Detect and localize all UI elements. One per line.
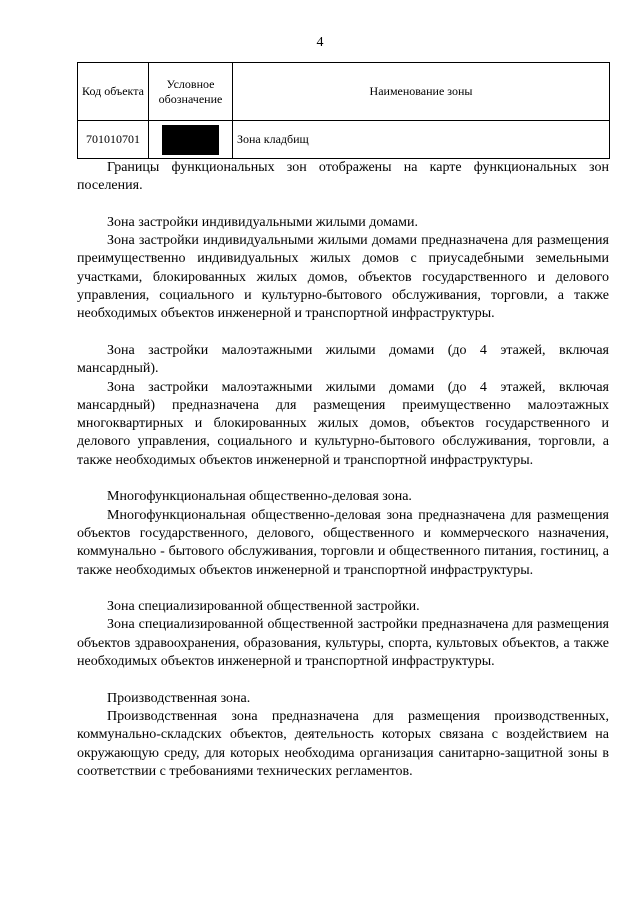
zone-code: 701010701 xyxy=(78,121,149,159)
table-header-row xyxy=(78,63,610,121)
section-heading: Зона специализированной общественной застройки. xyxy=(107,599,420,615)
page-number: 4 xyxy=(316,35,324,50)
section-paragraph: Зона застройки малоэтажными жилыми домами (до 4 этажей, включая мансардный) предназначена для размещения преимущественно малоэтажных многоквартирных и блокированных жилых домов, объектов государственного и делового управления, социального и культурно-бытового обслуживания, торговли, а также необходимых объектов инженерной и транспортной инфраструктуры. xyxy=(77,379,609,468)
zone-color-swatch xyxy=(162,125,219,155)
header-symbol: Условное обозначение xyxy=(149,63,233,121)
zone-symbol-cell xyxy=(149,121,233,159)
header-code: Код объекта xyxy=(78,63,149,121)
section-paragraph: Зона застройки индивидуальными жилыми домами предназначена для размещения преимущественно индивидуальных жилых домов с приусадебными земельными участками, блокированных жилых домов, объектов государственного и делового управления, социального и культурно-бытового обслуживания, торговли, а также необходимых объектов инженерной и транспортной инфраструктуры. xyxy=(77,233,609,322)
table-row xyxy=(78,121,610,159)
document-body xyxy=(77,159,609,781)
intro-paragraph: Границы функциональных зон отображены на карте функциональных зон поселения. xyxy=(77,160,609,194)
header-zone-name: Наименование зоны xyxy=(233,63,610,121)
section-paragraph: Многофункциональная общественно-деловая зона предназначена для размещения объектов государственного, делового, общественного и коммерческого назначения, коммунально - бытового обслуживания, торговли и общественного питания, гостиниц, а также необходимых объектов инженерной и транспортной инфраструктуры. xyxy=(77,507,609,578)
section-paragraph: Производственная зона предназначена для размещения производственных, коммунально-складских объектов, деятельность которых связана с воздействием на окружающую среду, для которых необходима организация санитарно-защитной зоны в соответствии с требованиями технических регламентов. xyxy=(77,708,609,779)
section-paragraph: Зона специализированной общественной застройки предназначена для размещения объектов здравоохранения, образования, культуры, спорта, культовых объектов, а также необходимых объектов инженерной и транспортной инфраструктуры. xyxy=(77,617,609,670)
section-heading: Производственная зона. xyxy=(107,690,251,706)
section-heading: Зона застройки индивидуальными жилыми домами. xyxy=(107,214,418,230)
zone-name: Зона кладбищ xyxy=(233,121,610,159)
zone-table xyxy=(77,62,610,159)
section-heading: Многофункциональная общественно-деловая зона. xyxy=(107,489,412,505)
section-heading: Зона застройки малоэтажными жилыми домами (до 4 этажей, включая мансардный). xyxy=(77,342,609,377)
